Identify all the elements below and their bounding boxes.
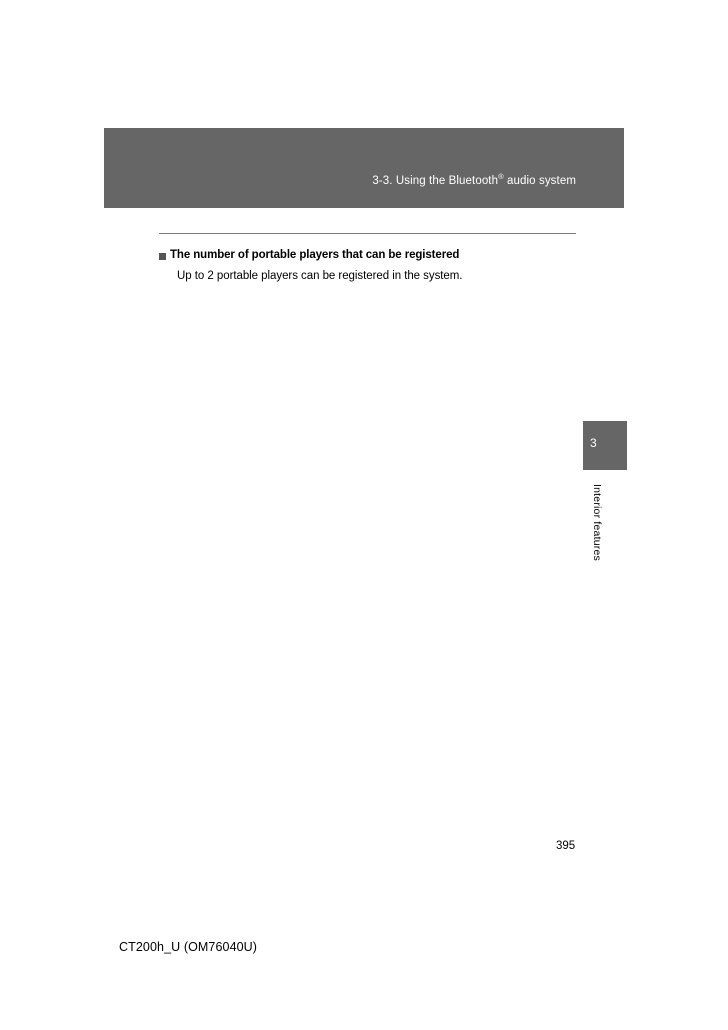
header-divider xyxy=(159,233,576,234)
square-bullet-icon xyxy=(159,253,166,260)
registered-trademark-icon: ® xyxy=(498,172,504,182)
chapter-tab xyxy=(583,421,627,470)
body-paragraph: Up to 2 portable players can be registered in the system. xyxy=(177,270,463,282)
page-header-band xyxy=(104,128,624,208)
page-header-title xyxy=(372,172,576,187)
section-heading-label: The number of portable players that can be registered xyxy=(170,249,460,261)
section-heading xyxy=(159,249,459,261)
header-title-suffix: audio system xyxy=(503,175,576,187)
header-section-number: 3-3. xyxy=(372,175,393,187)
chapter-label: Interior features xyxy=(591,484,603,561)
header-title-prefix: Using the Bluetooth xyxy=(395,175,499,187)
footer-document-code: CT200h_U (OM76040U) xyxy=(119,940,258,954)
chapter-number: 3 xyxy=(590,436,597,450)
page-number: 395 xyxy=(556,840,576,852)
